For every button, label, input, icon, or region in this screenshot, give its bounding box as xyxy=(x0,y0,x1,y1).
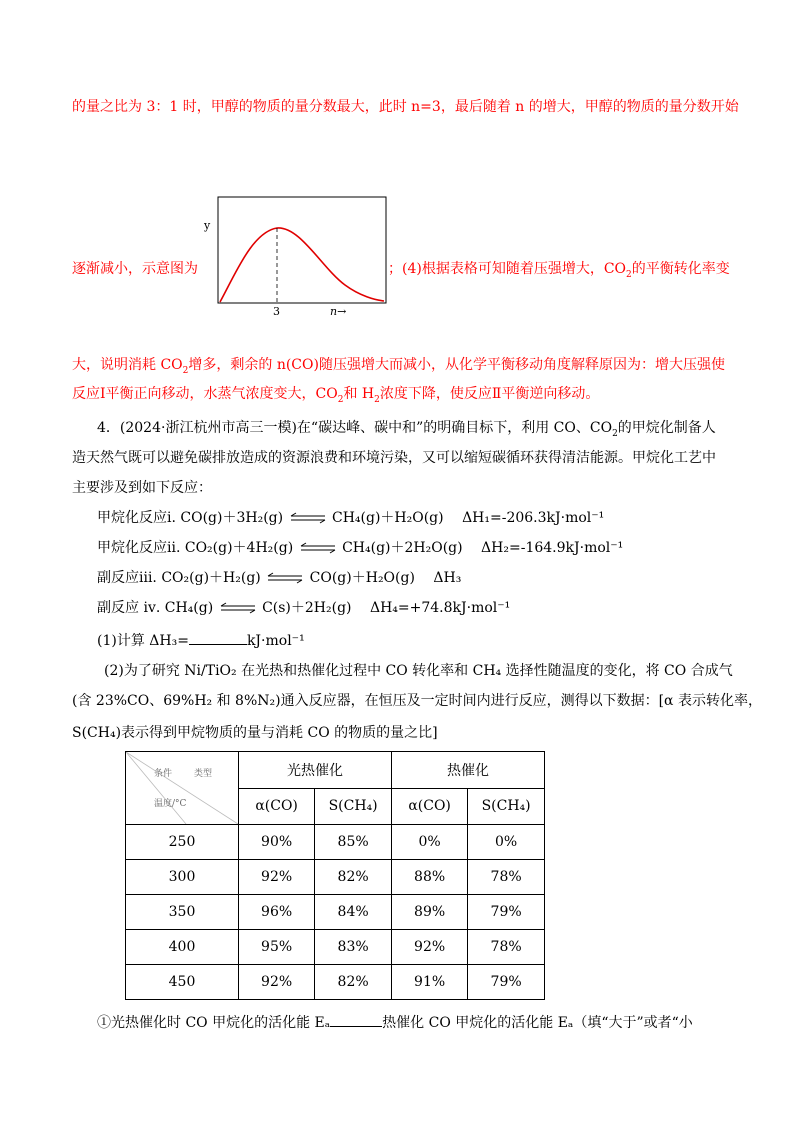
question-2-sub-1: ①光热催化时 CO 甲烷化的活化能 Eₐ 热催化 CO 甲烷化的活化能 Eₐ（填“大于”或者“小 xyxy=(97,1012,693,1033)
x-tick-3: 3 xyxy=(273,305,280,318)
y-axis-label: y xyxy=(204,219,211,232)
question-1: (1)计算 ΔH₃= kJ·mol⁻¹ xyxy=(97,630,305,651)
subheader-s-ch4-1: S(CH₄) xyxy=(315,788,392,825)
answer-line-2-right: ；(4)根据表格可知随着压强增大，$CO_2$的平衡转化率变 xyxy=(388,261,730,280)
question-intro-3: 主要涉及到如下反应： xyxy=(72,480,212,496)
table-row: 350 96% 84% 89% 79% xyxy=(126,895,545,930)
corner-label-type: 类型 xyxy=(194,769,213,779)
question-2-line-3: S(CH₄)表示得到甲烷物质的量与消耗 CO 的物质的量之比] xyxy=(72,725,438,741)
subheader-s-ch4-2: S(CH₄) xyxy=(468,788,545,825)
equilibrium-arrow-icon xyxy=(300,542,336,554)
question-2-line-1: (2)为了研究 Ni/TiO₂ 在光热和热催化过程中 CO 转化率和 CH₄ 选择性随温度的变化，将 CO 合成气 xyxy=(104,663,733,679)
reaction-1: 甲烷化反应ⅰ. CO(g)＋3H₂(g) CH₄(g)＋H₂O(g) ΔH₁=-206.3kJ·mol⁻¹ xyxy=(97,510,605,526)
reaction-3: 副反应ⅲ. CO₂(g)＋H₂(g) CO(g)＋H₂O(g) ΔH₃ xyxy=(97,570,462,586)
curve-svg xyxy=(200,190,390,325)
answer-line-2-left: 逐渐减小，示意图为 xyxy=(72,261,198,277)
table-row: 250 90% 85% 0% 0% xyxy=(126,825,545,860)
subheader-alpha-co-1: α(CO) xyxy=(239,788,315,825)
header-photothermal: 光热催化 xyxy=(239,752,392,789)
answer-line-4: 反应Ⅰ平衡正向移动，水蒸气浓度变大，$CO_2$和 $H_2$浓度下降，使反应Ⅱ平衡逆向移动。 xyxy=(72,386,600,405)
equilibrium-arrow-icon xyxy=(267,572,303,584)
equilibrium-arrow-icon xyxy=(290,512,326,524)
red-curve xyxy=(220,228,384,302)
table-corner-cell xyxy=(126,752,239,825)
answer-line-1: 的量之比为 3：1 时，甲醇的物质的量分数最大，此时 n=3，最后随着 n 的增大，甲醇的物质的量分数开始 xyxy=(72,99,739,115)
answer-blank-2[interactable] xyxy=(330,1012,382,1027)
schematic-figure xyxy=(200,190,390,325)
table-row: 400 95% 83% 92% 78% xyxy=(126,930,545,965)
question-intro-2: 造天然气既可以避免碳排放造成的资源浪费和环境污染，又可以缩短碳循环获得清洁能源。甲烷化工艺中 xyxy=(72,450,716,466)
question-2-line-2: (含 23%CO、69%H₂ 和 8%N₂)通入反应器，在恒压及一定时间内进行反应，测得以下数据：[α 表示转化率， xyxy=(72,693,762,709)
corner-label-temperature: 温度/°C xyxy=(154,799,187,809)
table-row: 450 92% 82% 91% 79% xyxy=(126,965,545,1000)
question-intro-1: 4．(2024·浙江杭州市高三一模)在“碳达峰、碳中和”的明确目标下，利用 CO、$CO_2$的甲烷化制备人 xyxy=(97,420,716,439)
answer-line-3: 大，说明消耗 $CO_2$增多，剩余的 n(CO)随压强增大而减小，从化学平衡移动角度解释原因为：增大压强使 xyxy=(72,357,725,376)
diagonal-lines xyxy=(126,752,238,824)
corner-label-condition: 条件 xyxy=(154,769,173,779)
figure-frame xyxy=(218,197,386,303)
data-table xyxy=(125,751,545,1000)
header-thermal: 热催化 xyxy=(391,752,544,789)
reaction-2: 甲烷化反应ⅱ. CO₂(g)＋4H₂(g) CH₄(g)＋2H₂O(g) ΔH₂=-164.9kJ·mol⁻¹ xyxy=(97,540,624,556)
x-axis-label: n→ xyxy=(330,305,347,318)
answer-blank-1[interactable] xyxy=(189,630,247,645)
subheader-alpha-co-2: α(CO) xyxy=(391,788,467,825)
table-row: 300 92% 82% 88% 78% xyxy=(126,860,545,895)
equilibrium-arrow-icon xyxy=(220,602,256,614)
reaction-4: 副反应 ⅳ. CH₄(g) C(s)＋2H₂(g) ΔH₄=+74.8kJ·mol⁻¹ xyxy=(97,600,511,616)
